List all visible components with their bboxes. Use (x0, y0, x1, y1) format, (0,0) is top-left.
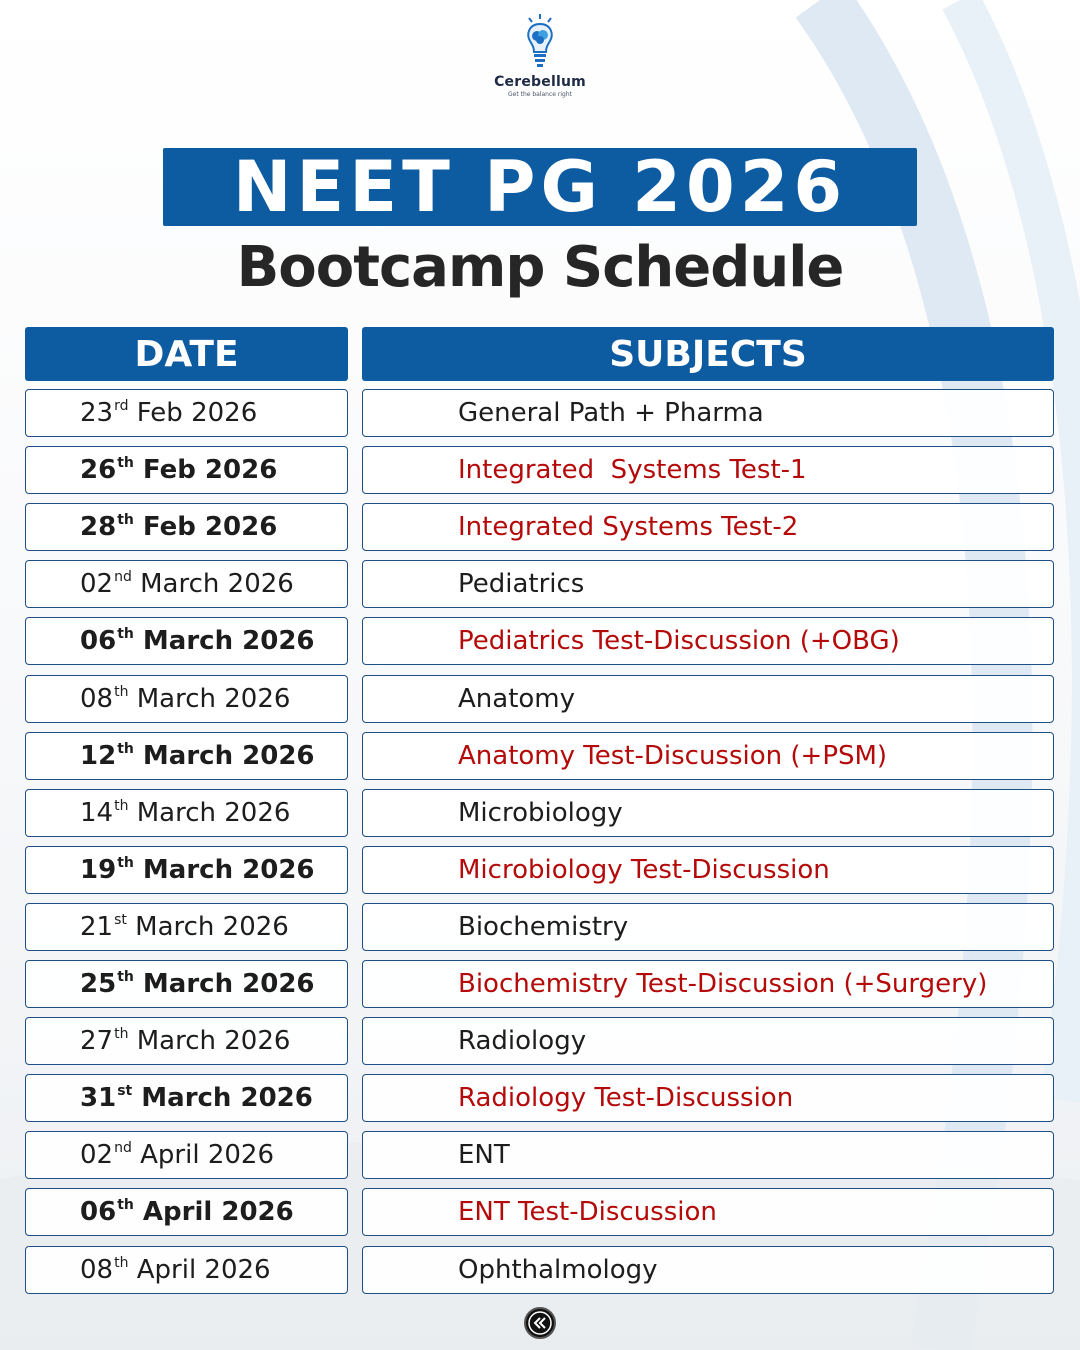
table-row (0, 446, 1080, 496)
date-cell (25, 389, 348, 437)
subject-cell: Anatomy (362, 675, 1054, 723)
subject-cell: Microbiology (362, 789, 1054, 837)
date-day: 02 (80, 569, 114, 599)
table-row (0, 789, 1080, 839)
table-row (0, 903, 1080, 953)
date-month-year: March 2026 (142, 855, 315, 885)
table-row (0, 1188, 1080, 1238)
date-ordinal-suffix: th (117, 626, 134, 642)
date-day: 02 (80, 1140, 114, 1170)
date-day: 21 (80, 912, 114, 942)
subject-cell-test: Radiology Test-Discussion (362, 1074, 1054, 1122)
subject-cell: Pediatrics (362, 560, 1054, 608)
date-ordinal-suffix: nd (114, 1140, 132, 1156)
subject-cell-test: Integrated Systems Test-2 (362, 503, 1054, 551)
date-ordinal-suffix: st (117, 1083, 133, 1099)
date-ordinal-suffix: st (114, 912, 127, 928)
table-row (0, 389, 1080, 439)
date-cell (25, 903, 348, 951)
subject-cell-test: Biochemistry Test-Discussion (+Surgery) (362, 960, 1054, 1008)
date-day: 14 (80, 798, 114, 828)
date-month-year: March 2026 (136, 1026, 291, 1056)
date-ordinal-suffix: rd (114, 398, 129, 414)
date-cell (25, 560, 348, 608)
date-day: 28 (80, 512, 117, 542)
table-row (0, 1246, 1080, 1296)
date-month-year: Feb 2026 (136, 398, 258, 428)
date-day: 25 (80, 969, 117, 999)
table-row (0, 675, 1080, 725)
table-row (0, 503, 1080, 553)
date-ordinal-suffix: th (114, 1255, 129, 1271)
date-month-year: Feb 2026 (142, 455, 278, 485)
table-row (0, 1017, 1080, 1067)
table-row (0, 846, 1080, 896)
date-month-year: March 2026 (142, 626, 315, 656)
subject-cell-test: Pediatrics Test-Discussion (+OBG) (362, 617, 1054, 665)
date-ordinal-suffix: th (117, 741, 134, 757)
date-day: 23 (80, 398, 114, 428)
subject-cell-test: Microbiology Test-Discussion (362, 846, 1054, 894)
date-cell (25, 446, 348, 494)
page-subtitle: Bootcamp Schedule (236, 235, 844, 300)
date-month-year: March 2026 (141, 1083, 313, 1113)
date-month-year: March 2026 (140, 569, 294, 599)
page-title: NEET PG 2026 (163, 148, 917, 226)
date-cell (25, 1246, 348, 1294)
lightbulb-brain-icon (520, 12, 560, 72)
date-month-year: April 2026 (142, 1197, 294, 1227)
date-ordinal-suffix: th (114, 1026, 129, 1042)
date-ordinal-suffix: th (114, 684, 129, 700)
date-cell (25, 846, 348, 894)
date-ordinal-suffix: th (117, 855, 134, 871)
date-ordinal-suffix: th (117, 455, 134, 471)
table-row (0, 732, 1080, 782)
date-day: 26 (80, 455, 117, 485)
table-row (0, 960, 1080, 1010)
date-cell (25, 503, 348, 551)
date-cell (25, 1074, 348, 1122)
date-ordinal-suffix: nd (114, 569, 132, 585)
date-month-year: April 2026 (136, 1255, 271, 1285)
date-cell (25, 789, 348, 837)
date-day: 31 (80, 1083, 117, 1113)
subject-cell: Ophthalmology (362, 1246, 1054, 1294)
date-cell (25, 675, 348, 723)
date-day: 08 (80, 684, 114, 714)
date-ordinal-suffix: th (114, 798, 129, 814)
date-cell (25, 960, 348, 1008)
date-day: 08 (80, 1255, 114, 1285)
brand-logo (480, 12, 600, 98)
date-day: 12 (80, 741, 117, 771)
date-day: 06 (80, 1197, 117, 1227)
date-month-year: March 2026 (142, 741, 315, 771)
date-ordinal-suffix: th (117, 512, 134, 528)
double-chevron-left-icon[interactable] (523, 1306, 557, 1340)
subject-cell: Radiology (362, 1017, 1054, 1065)
date-month-year: March 2026 (136, 798, 291, 828)
table-row (0, 1131, 1080, 1181)
date-month-year: April 2026 (140, 1140, 274, 1170)
table-row (0, 1074, 1080, 1124)
date-ordinal-suffix: th (117, 1197, 134, 1213)
table-row (0, 617, 1080, 667)
date-cell (25, 732, 348, 780)
column-header-subjects: SUBJECTS (362, 327, 1054, 381)
date-day: 19 (80, 855, 117, 885)
subject-cell: Biochemistry (362, 903, 1054, 951)
column-header-date: DATE (25, 327, 348, 381)
brand-tagline: Get the balance right (508, 91, 572, 98)
date-month-year: March 2026 (136, 684, 291, 714)
date-month-year: March 2026 (142, 969, 315, 999)
subject-cell-test: Integrated Systems Test-1 (362, 446, 1054, 494)
date-cell (25, 1017, 348, 1065)
subject-cell-test: ENT Test-Discussion (362, 1188, 1054, 1236)
date-month-year: Feb 2026 (142, 512, 278, 542)
date-day: 06 (80, 626, 117, 656)
date-ordinal-suffix: th (117, 969, 134, 985)
date-cell (25, 1131, 348, 1179)
table-row (0, 560, 1080, 610)
subject-cell: General Path + Pharma (362, 389, 1054, 437)
brand-name: Cerebellum (494, 74, 586, 90)
date-cell (25, 617, 348, 665)
date-month-year: March 2026 (135, 912, 289, 942)
date-cell (25, 1188, 348, 1236)
subject-cell: ENT (362, 1131, 1054, 1179)
date-day: 27 (80, 1026, 114, 1056)
subject-cell-test: Anatomy Test-Discussion (+PSM) (362, 732, 1054, 780)
